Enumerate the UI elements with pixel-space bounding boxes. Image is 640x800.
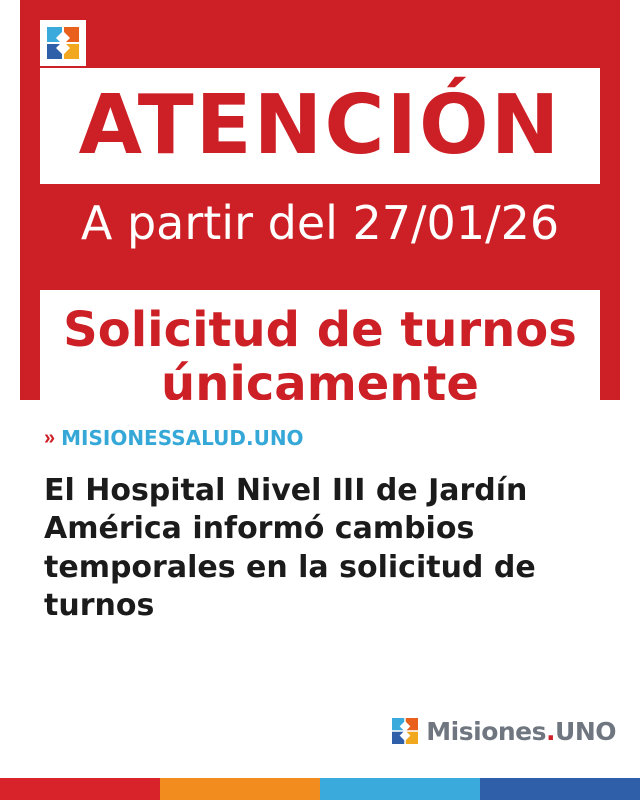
poster-subheadline-line2: únicamente (161, 355, 479, 400)
footer-stripe-red (0, 778, 160, 800)
poster-attention-banner (40, 68, 600, 184)
article-body (20, 400, 620, 626)
footer-stripe-blue (480, 778, 640, 800)
chevron-right-icon: » (44, 427, 56, 449)
brand-wordmark (426, 716, 616, 746)
brand-dot: . (546, 716, 556, 746)
poster-attention-text: ATENCIÓN (78, 78, 562, 173)
brand-name: Misiones (426, 716, 547, 746)
poster-date-line: A partir del 27/01/26 (80, 196, 560, 250)
footer-stripe-orange (160, 778, 320, 800)
article-kicker[interactable] (44, 426, 596, 450)
misiones-uno-diamond-icon (46, 26, 80, 60)
kicker-source-label: MISIONESSALUD.UNO (61, 426, 304, 450)
brand-suffix: UNO (555, 716, 616, 746)
brand-lockup (392, 718, 616, 744)
poster-subheadline (40, 290, 600, 400)
footer-color-bar (0, 778, 640, 800)
poster-logo (40, 20, 86, 66)
poster-subheadline-line1: Solicitud de turnos (63, 302, 577, 358)
poster-image (20, 0, 620, 400)
footer-stripe-cyan (320, 778, 480, 800)
page-title: El Hospital Nivel III de Jardín América informó cambios temporales en la solicitud de turnos (44, 473, 536, 624)
misiones-uno-diamond-icon (392, 718, 418, 744)
